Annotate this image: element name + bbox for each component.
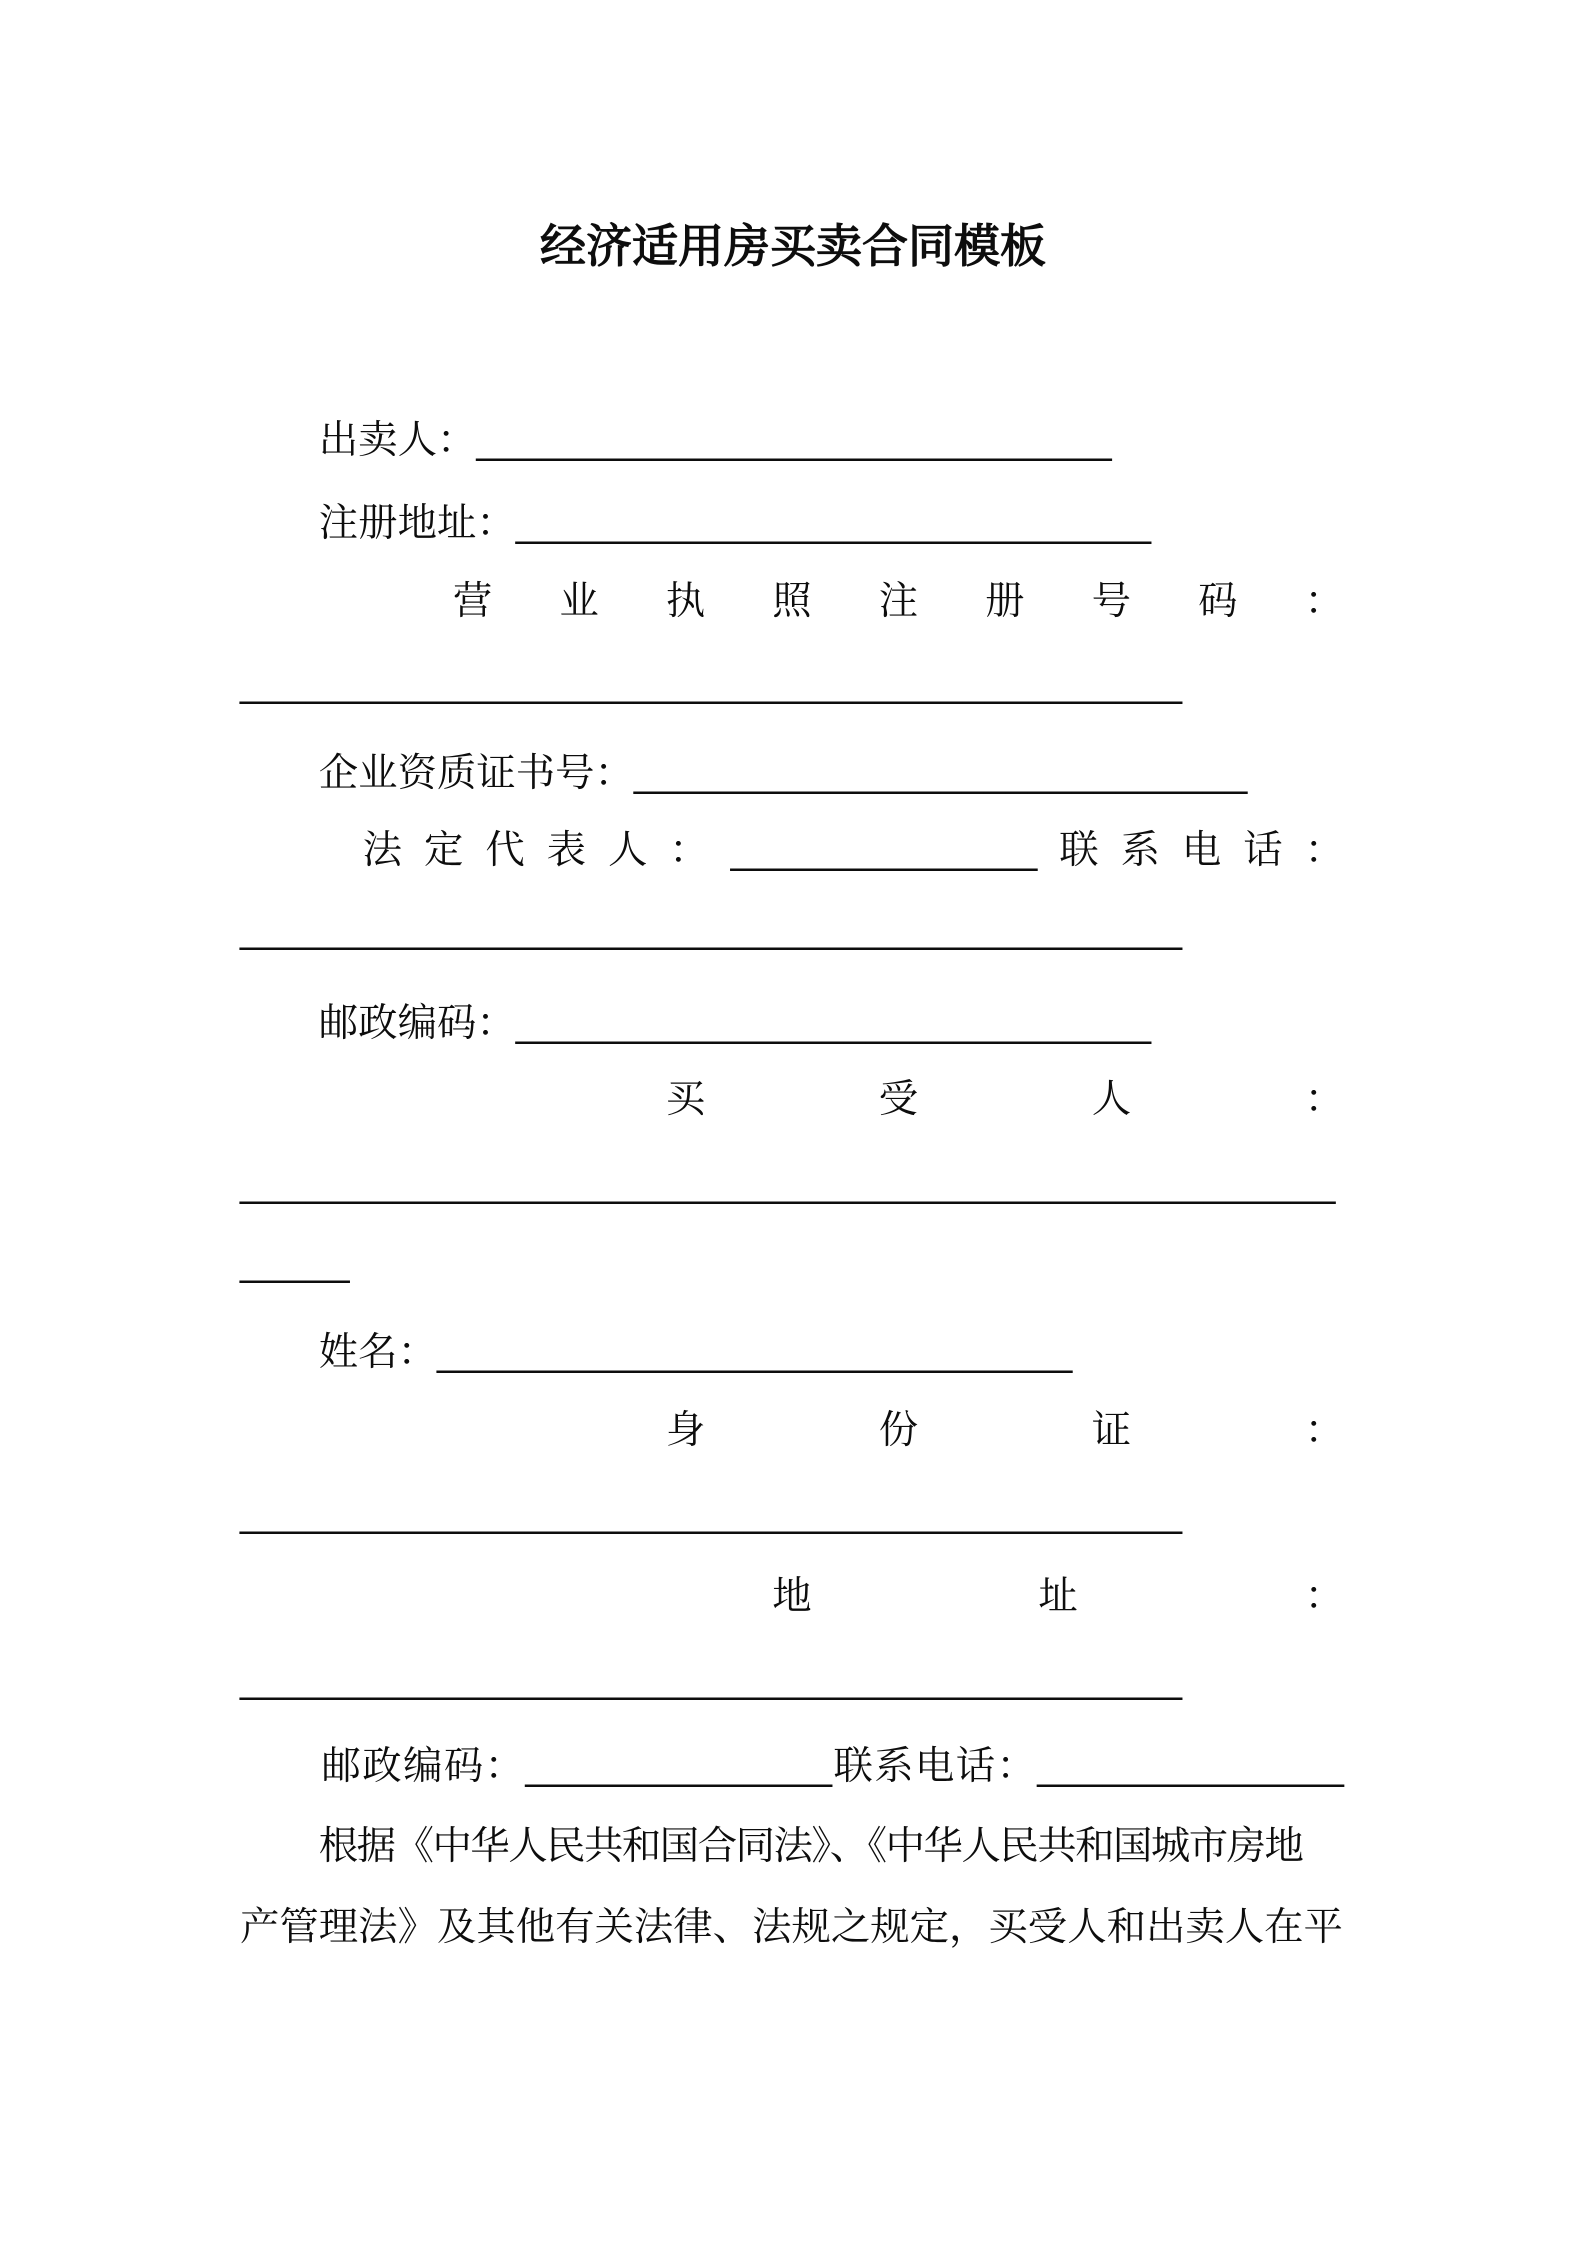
label-character: 地 [772,1574,812,1618]
document-title: 经济适用房买卖合同模板 [540,220,1046,272]
label-character: 电 [1181,828,1222,872]
seller-blank: _____________________________ [476,418,1112,462]
intro-paragraph-line: 根据《中华人民共和国合同法》、《中华人民共和国城市房地 [318,1824,1303,1868]
label-character: 身 [665,1408,706,1452]
registered-address-label: 注册地址： [318,501,516,545]
label-character: 码 [443,1744,484,1788]
buyer-label [666,1071,1344,1127]
label-character: 联 [833,1744,873,1788]
seller-label: 出卖人： [318,418,477,462]
legal-rep-row [240,822,1344,878]
label-character: ： [484,1744,524,1788]
label-character: ： [996,1744,1036,1788]
label-character: 定 [423,828,464,872]
buyer-blank: __________________________________________________ [240,1161,1336,1205]
buyer-address-blank: ___________________________________________ [240,1657,1183,1701]
label-character: 业 [559,579,599,623]
label-character: ： [1304,1408,1344,1452]
buyer-postcode-blank: ______________ [525,1744,833,1788]
indent-space [240,1568,279,1624]
buyer-id-label [666,1402,1344,1458]
label-character: 联 [1059,828,1099,872]
indent-space [240,1071,279,1127]
label-character: 照 [772,579,812,623]
label-character: 话 [955,1744,996,1788]
label-character: 系 [1120,828,1160,872]
license-number-blank: ___________________________________________ [240,661,1183,705]
label-character: 份 [878,1408,919,1452]
indent-space [240,822,279,878]
label-character: ： [1304,1077,1344,1121]
qualification-cert-row [240,745,1344,801]
buyer-id-row [240,1402,1344,1458]
label-character: 册 [985,579,1025,623]
buyer-name-row [240,1324,1344,1380]
intro-paragraph-line: 产管理法》及其他有关法律、法规之规定，买受人和出卖人在平 [240,1905,1343,1949]
label-character: 编 [403,1744,443,1788]
label-character: 受 [878,1077,919,1121]
buyer-postcode-phone-row [240,1738,1344,1794]
legal-rep-blank: ______________ [730,828,1038,872]
seller-phone-label [1059,822,1344,878]
buyer-address-blank-row [240,1651,1344,1707]
qualification-cert-blank: ____________________________ [633,751,1248,795]
label-character: 址 [1038,1574,1078,1618]
label-character: 邮 [321,1744,361,1788]
seller-phone-blank-row [240,901,1344,957]
buyer-blank: _____ [240,1240,350,1284]
indent-space [281,1738,320,1794]
legal-rep-label [363,822,709,878]
label-character: 证 [1091,1408,1132,1452]
indent-space [301,822,340,878]
seller-postcode-row [240,995,1344,1051]
label-character: 代 [485,828,525,872]
label-character: 话 [1243,828,1283,872]
label-character: 买 [665,1077,706,1121]
buyer-postcode-label [322,1738,524,1794]
registered-address-row [240,495,1344,551]
label-character: 号 [1091,579,1132,623]
indent-space [453,1071,492,1127]
indent-space [240,1402,279,1458]
label-character: ： [1304,579,1344,623]
indent-space [506,1568,545,1624]
label-character: 政 [362,1744,402,1788]
buyer-name-label: 姓名： [318,1330,437,1374]
label-character: 人 [1091,1077,1132,1121]
seller-postcode-label: 邮政编码： [318,1001,516,1045]
seller-postcode-blank: _____________________________ [515,1001,1152,1045]
buyer-blank-row [240,1155,1344,1211]
buyer-name-blank: _____________________________ [436,1330,1073,1374]
qualification-cert-label: 企业资质证书号： [318,751,634,795]
indent-space [240,1738,279,1794]
license-number-row [240,573,1344,629]
label-character: 法 [362,828,403,872]
label-character: 系 [874,1744,914,1788]
label-character: 电 [914,1744,955,1788]
indent-space [240,573,279,629]
label-character: ： [669,828,709,872]
buyer-row [240,1071,1344,1127]
label-character: 执 [665,579,706,623]
label-character: 注 [878,579,919,623]
registered-address-blank: _____________________________ [515,501,1152,545]
indent-space [453,1402,492,1458]
license-number-blank-row [240,655,1344,711]
seller-row [240,412,1344,468]
label-character: 营 [452,579,493,623]
label-character: ： [1304,828,1344,872]
indent-space [346,573,385,629]
buyer-id-blank-row [240,1485,1344,1541]
buyer-phone-blank: ______________ [1037,1744,1344,1788]
label-character: ： [1304,1574,1344,1618]
buyer-phone-label [833,1738,1035,1794]
buyer-address-row [240,1568,1344,1624]
label-character: 人 [607,828,648,872]
label-character: 表 [546,828,587,872]
buyer-address-label [772,1568,1344,1624]
buyer-blank-row [240,1234,1344,1290]
buyer-id-blank: ___________________________________________ [240,1491,1183,1535]
license-number-label [453,573,1344,629]
label-character: 码 [1198,579,1238,623]
seller-phone-blank: ___________________________________________ [240,907,1183,951]
